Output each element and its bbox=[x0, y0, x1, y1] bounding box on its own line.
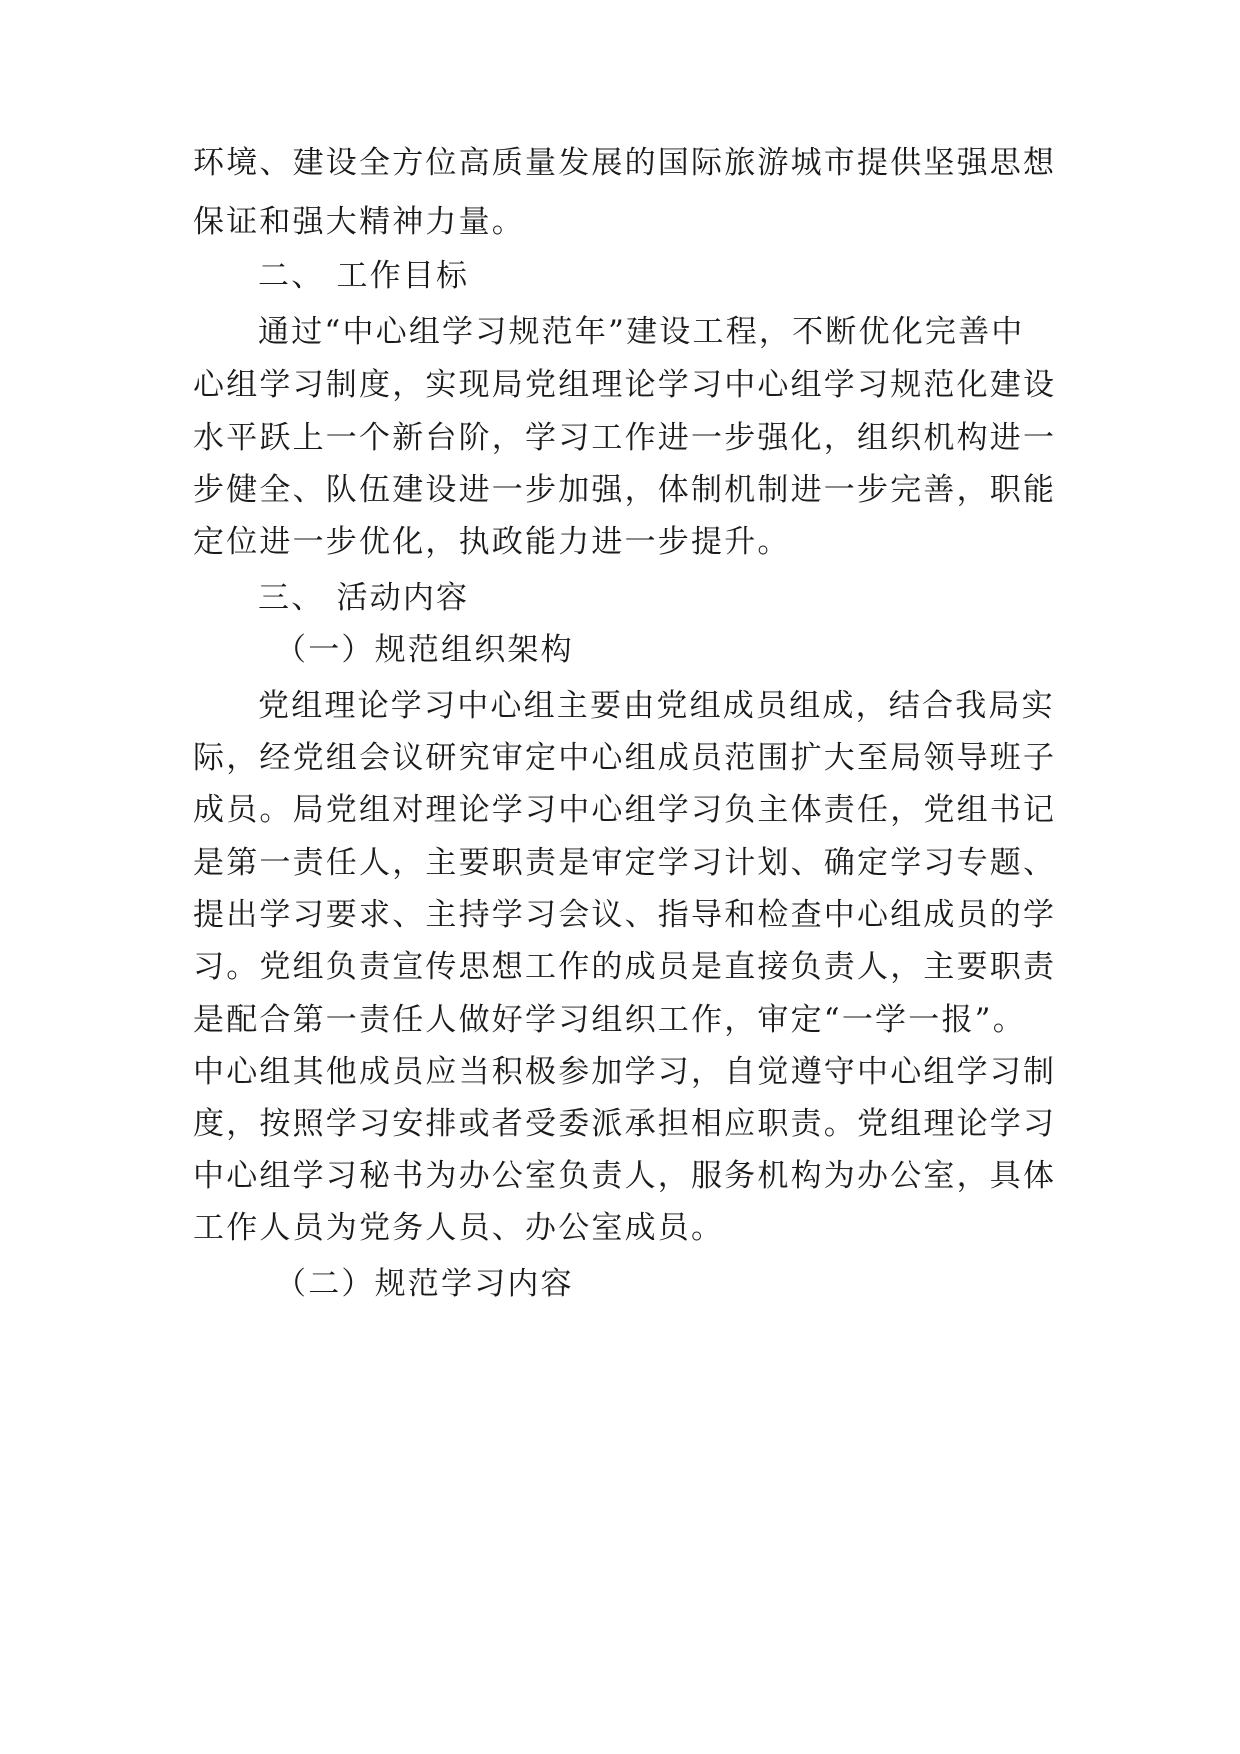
paragraph-line: 心组学习制度，实现局党组理论学习中心组学习规范化建设 bbox=[193, 367, 1057, 403]
paragraph-line: 度，按照学习安排或者受委派承担相应职责。党组理论学习 bbox=[193, 1106, 1057, 1142]
paragraph-line: 际，经党组会议研究审定中心组成员范围扩大至局领导班子 bbox=[193, 740, 1057, 776]
paragraph-line: 水平跃上一个新台阶，学习工作进一步强化，组织机构进一 bbox=[193, 420, 1057, 456]
paragraph-line: 提出学习要求、主持学习会议、指导和检查中心组成员的学 bbox=[193, 897, 1057, 933]
section-heading-activities: 三、 活动内容 bbox=[258, 580, 470, 616]
paragraph-line: 中心组其他成员应当积极参加学习，自觉遵守中心组学习制 bbox=[193, 1054, 1057, 1090]
paragraph-line: 成员。局党组对理论学习中心组学习负主体责任，党组书记 bbox=[193, 792, 1057, 828]
paragraph-line: 是配合第一责任人做好学习组织工作，审定“一学一报”。 bbox=[193, 1002, 1026, 1038]
paragraph-line: 是第一责任人，主要职责是审定学习计划、确定学习专题、 bbox=[193, 845, 1057, 881]
paragraph-line: 习。党组负责宣传思想工作的成员是直接负责人，主要职责 bbox=[193, 949, 1057, 985]
paragraph-line: 保证和强大精神力量。 bbox=[193, 204, 525, 240]
paragraph-line: 定位进一步优化，执政能力进一步提升。 bbox=[193, 524, 791, 560]
section-heading-goals: 二、 工作目标 bbox=[258, 258, 470, 294]
paragraph-line: 工作人员为党务人员、办公室成员。 bbox=[193, 1210, 725, 1246]
subsection-heading-organization: （一）规范组织架构 bbox=[275, 632, 574, 668]
paragraph-line: 中心组学习秘书为办公室负责人，服务机构为办公室，具体 bbox=[193, 1158, 1057, 1194]
subsection-heading-content: （二）规范学习内容 bbox=[275, 1266, 574, 1302]
paragraph-line: 通过“中心组学习规范年”建设工程，不断优化完善中 bbox=[258, 314, 1025, 350]
paragraph-line: 环境、建设全方位高质量发展的国际旅游城市提供坚强思想 bbox=[193, 145, 1057, 181]
paragraph-line: 党组理论学习中心组主要由党组成员组成，结合我局实 bbox=[258, 688, 1055, 724]
paragraph-line: 步健全、队伍建设进一步加强，体制机制进一步完善，职能 bbox=[193, 472, 1057, 508]
